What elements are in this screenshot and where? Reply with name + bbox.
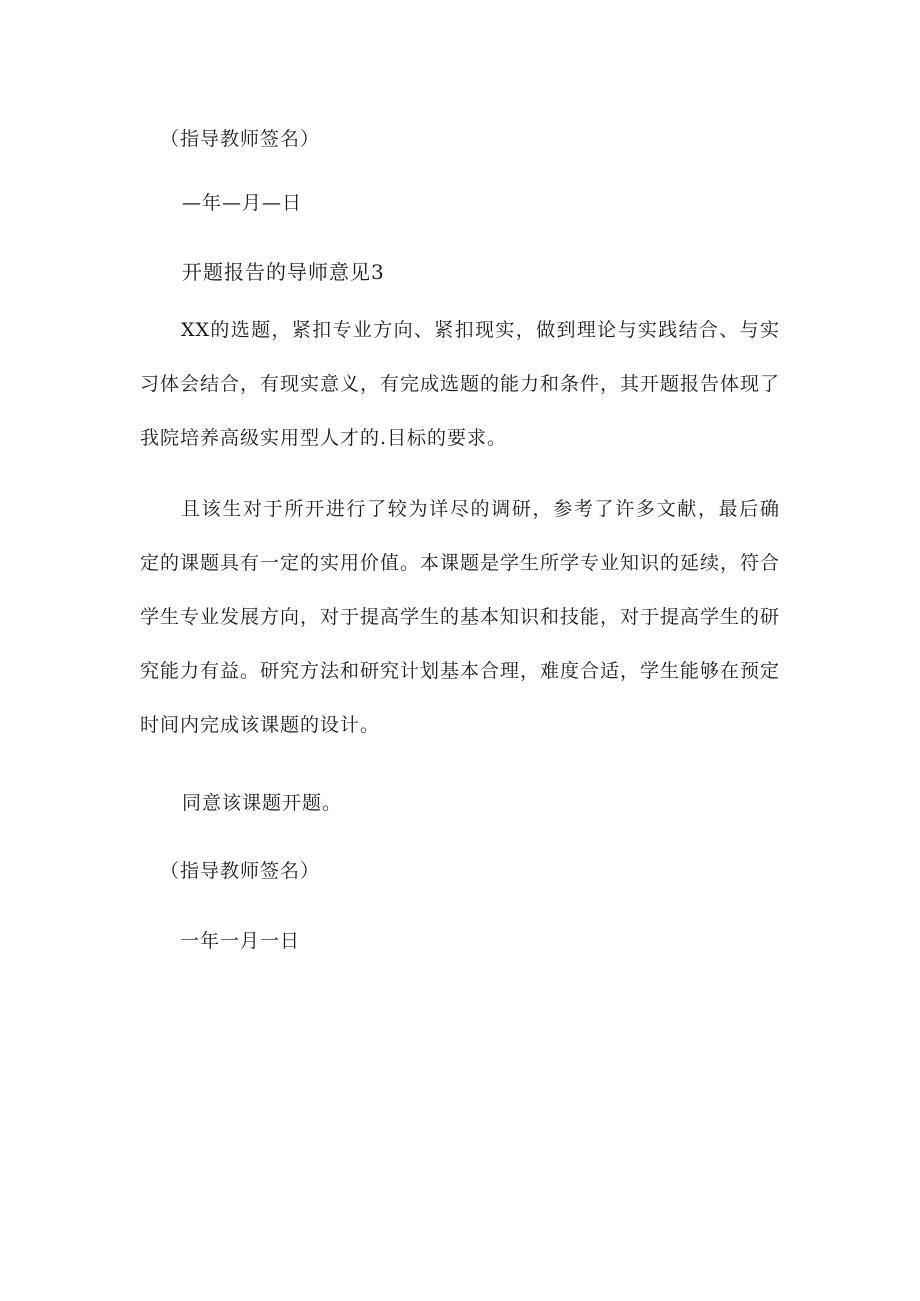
section-heading: 开题报告的导师意见3 <box>182 260 385 284</box>
date-line-bottom: 一年一月一日 <box>180 930 301 952</box>
opinion-paragraph-2: 且该生对于所开进行了较为详尽的调研，参考了许多文献，最后确定的课题具有一定的实用价值。本课题是学生所学专业知识的延续，符合学生专业发展方向，对于提高学生的基本知识和技能，对于提高学生的研究能力有益。研究方法和研究计划基本合理，难度合适，学生能够在预定时间内完成该课题的设计。 <box>140 498 781 736</box>
date-line: —年—月—日 <box>182 192 303 214</box>
advisor-signature-label-bottom: （指导教师签名） <box>160 860 321 882</box>
opinion-paragraph-1: XX的选题，紧扣专业方向、紧扣现实，做到理论与实践结合、与实习体会结合，有现实意义，有完成选题的能力和条件，其开题报告体现了我院培养高级实用型人才的.目标的要求。 <box>140 319 781 449</box>
advisor-signature-label: （指导教师签名） <box>160 128 321 150</box>
agreement-statement: 同意该课题开题。 <box>182 792 343 814</box>
